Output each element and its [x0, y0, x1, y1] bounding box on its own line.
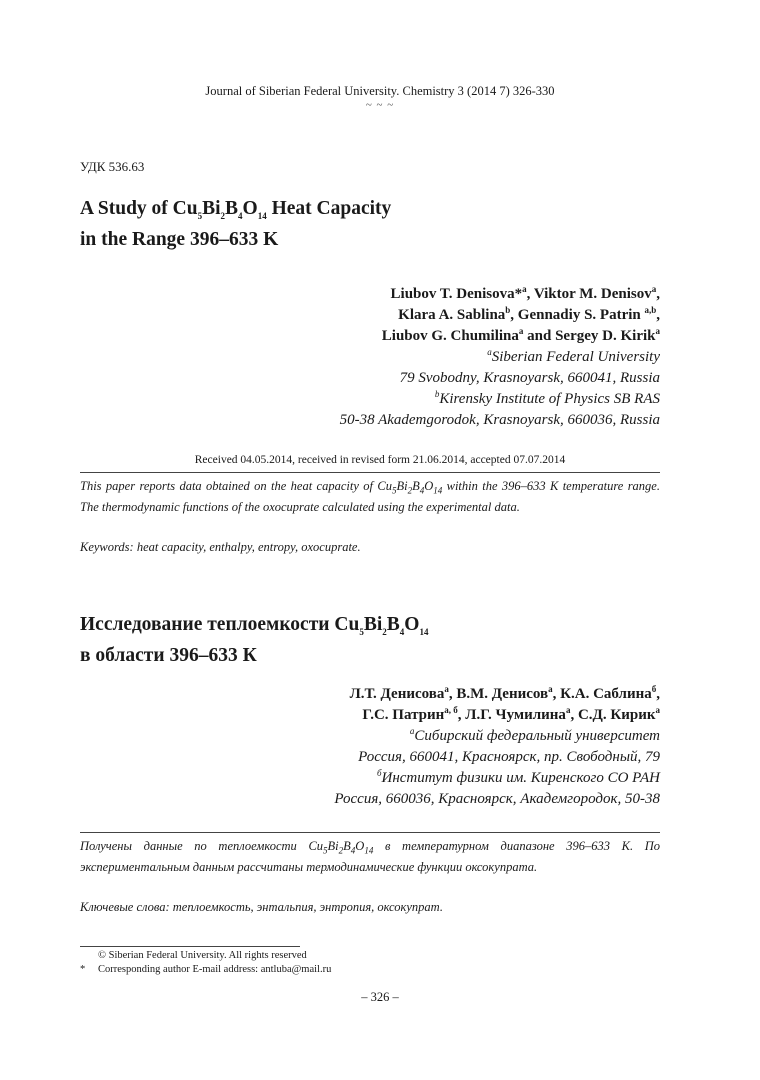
- affiliation-line: Россия, 660036, Красноярск, Академгородок, 50-38: [334, 791, 660, 807]
- author-line: Liubov T. Denisova*$^a$, Viktor M. Denisov$^a$,: [390, 284, 660, 302]
- russian-title-line2: в области 396–633 К: [80, 645, 257, 666]
- affiliation-line: $^а$Сибирский федеральный университет: [409, 726, 660, 744]
- journal-header: Journal of Siberian Federal University. Chemistry 3 (2014 7) 326-330: [205, 84, 555, 98]
- russian-title: [80, 609, 428, 671]
- affiliation-line: 50-38 Akademgorodok, Krasnoyarsk, 660036, Russia: [339, 412, 660, 428]
- header-separator: ~ ~ ~: [365, 99, 395, 111]
- affiliation-line: $^б$Институт физики им. Киренского СО РАН: [376, 768, 660, 786]
- affiliation-line: Россия, 660041, Красноярск, пр. Свободный, 79: [358, 749, 660, 765]
- footnote-divider: [80, 946, 300, 947]
- udk-code: УДК 536.63: [80, 159, 145, 174]
- divider: [80, 832, 660, 833]
- affiliation-line: $^b$Kirensky Institute of Physics SB RAS: [434, 389, 660, 407]
- author-line: Г.С. Патрин$^{а, б}$, Л.Г. Чумилина$^а$, С.Д. Кирик$^а$: [362, 705, 660, 723]
- english-title-line1: A Study of $Cu_5Bi_2B_4O_{14}$ Heat Capacity: [80, 198, 392, 221]
- author-line: Klara A. Sablina$^b$, Gennadiy S. Patrin $^{a,b}$,: [398, 305, 660, 323]
- formula-sub: 2: [220, 210, 226, 221]
- received-dates: Received 04.05.2014, received in revised form 21.06.2014, accepted 07.07.2014: [194, 454, 566, 466]
- formula-sub: 4: [238, 210, 243, 221]
- russian-abstract: Получены данные по теплоемкости $Cu_5Bi_2B_4O_{14}$ в температурном диапазоне 396–633 К. По экспериментальным данным рассчитаны термодинамические функции оксокупрата.: [80, 839, 660, 874]
- affiliation-line: $^a$Siberian Federal University: [487, 347, 660, 365]
- affiliation-line: 79 Svobodny, Krasnoyarsk, 660041, Russia: [399, 370, 660, 386]
- english-authors-block: [340, 284, 660, 431]
- english-keywords: Keywords: heat capacity, enthalpy, entropy, oxocuprate.: [80, 540, 361, 554]
- formula-sub: 5: [197, 210, 203, 221]
- russian-keywords: Ключевые слова: теплоемкость, энтальпия, энтропия, оксокупрат.: [80, 900, 443, 914]
- divider: [80, 472, 660, 473]
- english-abstract: This paper reports data obtained on the heat capacity of $Cu_5Bi_2B_4O_{14}$ within the 396–633 K temperature range. The thermodynamic functions of the oxocuprate calculated using the experimental data.: [80, 479, 660, 514]
- english-title: [80, 193, 391, 255]
- english-title-line2: in the Range 396–633 K: [80, 229, 279, 250]
- russian-authors-block: [334, 684, 660, 810]
- copyright-footnote: © Siberian Federal University. All rights reserved: [98, 950, 307, 961]
- author-line: Liubov G. Chumilina$^a$ and Sergey D. Kirik$^a$: [381, 326, 660, 344]
- russian-title-line1: Исследование теплоемкости $Cu_5Bi_2B_4O_{14}$: [80, 614, 429, 637]
- page-number: – 326 –: [361, 990, 399, 1004]
- corresponding-author-footnote: * Corresponding author E-mail address: antluba@mail.ru: [80, 964, 332, 975]
- author-line: Л.Т. Денисова$^а$, В.М. Денисов$^а$, К.А. Саблина$^б$,: [349, 684, 660, 702]
- formula-sub: 14: [257, 210, 267, 221]
